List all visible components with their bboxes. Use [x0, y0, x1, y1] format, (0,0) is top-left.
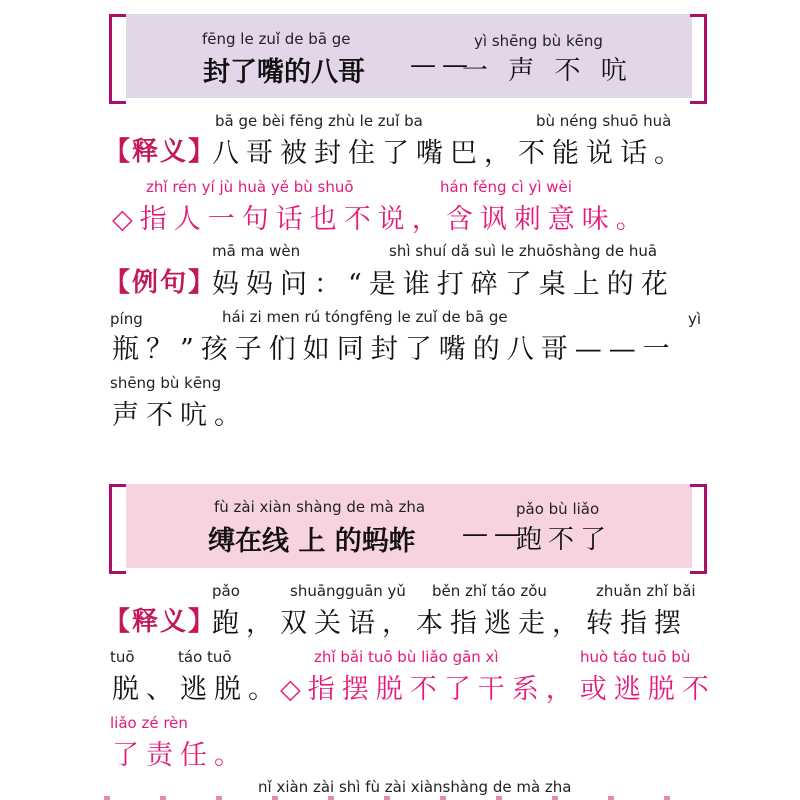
entry1-title-dash: ——: [410, 50, 474, 80]
entry1-example-pinyin5: yì: [688, 310, 702, 328]
entry2-meaning-pinyin6: táo tuō: [178, 648, 232, 666]
entry2-title-dash: ——: [462, 519, 526, 549]
entry1-example-pinyin2: shì shuí dǎ suì le zhuōshàng de huā: [389, 242, 658, 260]
entry2-bracket-right: [690, 484, 707, 574]
entry1-example-line3: 声不吭。: [112, 400, 248, 431]
entry1-example-pinyin1: mā ma wèn: [212, 242, 301, 260]
entry2-title-pinyin-b: pǎo bù liǎo: [516, 500, 600, 518]
entry2-meaning-pinyin5: tuō: [110, 648, 135, 666]
entry2-meaning-pinyin4: zhuǎn zhǐ bǎi: [596, 582, 696, 600]
entry1-note-text: ◇指人一句话也不说，含讽刺意味。: [112, 204, 650, 235]
entry1-meaning-text: 八哥被封住了嘴巴，不能说话。: [212, 138, 688, 169]
entry2-meaning-pinyin8: huò táo tuō bù: [580, 648, 691, 666]
entry2-meaning-pinyin7: zhǐ bǎi tuō bù liǎo gān xì: [314, 648, 499, 666]
entry1-example-pinyin4: hái zi men rú tóngfēng le zuǐ de bā ge: [222, 308, 508, 326]
entry2-bracket-left: [109, 484, 126, 574]
entry2-meaning-line2a: 脱、逃脱。: [112, 674, 282, 705]
entry1-example-pinyin6: shēng bù kēng: [110, 374, 222, 392]
entry2-meaning-pinyin3: běn zhǐ táo zǒu: [432, 582, 547, 600]
entry2-meaning-line3: 了责任。: [112, 740, 248, 771]
entry1-bracket-right: [690, 14, 707, 104]
entry1-title-main: 封了嘴的八哥: [203, 57, 365, 88]
entry1-bracket-left: [109, 14, 126, 104]
entry1-example-pinyin3: píng: [110, 310, 143, 328]
entry1-meaning-pinyin1: bā ge bèi fēng zhù le zuǐ ba: [215, 112, 423, 130]
entry1-example-tag: 【例句】: [104, 268, 217, 298]
entry1-meaning-tag: 【释义】: [104, 137, 217, 167]
entry2-meaning-pinyin2: shuāngguān yǔ: [290, 582, 406, 600]
entry1-title-pinyin-b: yì shēng bù kēng: [474, 32, 603, 50]
entry1-note-pinyin2: hán fěng cì yì wèi: [440, 178, 572, 196]
entry2-title-tail: 跑不了: [516, 525, 613, 555]
entry2-meaning-pinyin9: liǎo zé rèn: [110, 714, 188, 732]
entry1-title-pinyin-a: fēng le zuǐ de bā ge: [202, 30, 351, 48]
entry2-title-main: 缚在线 上 的蚂蚱: [208, 526, 416, 557]
entry2-meaning-line2b: ◇指摆脱不了干系，或逃脱不: [280, 674, 716, 705]
entry1-meaning-pinyin2: bù néng shuō huà: [536, 112, 672, 130]
entry1-note-pinyin1: zhǐ rén yí jù huà yě bù shuō: [146, 178, 354, 196]
entry3-pinyin-partial: nǐ xiàn zài shì fù zài xiànshàng de mà zha: [258, 778, 572, 796]
entry2-meaning-pinyin1: pǎo: [212, 582, 240, 600]
entry2-meaning-tag: 【释义】: [104, 607, 217, 637]
entry1-title-tail: 一 声 不 吭: [462, 56, 633, 86]
entry2-meaning-line1: 跑，双关语，本指逃走，转指摆: [212, 608, 688, 639]
entry2-title-pinyin-a: fù zài xiàn shàng de mà zha: [214, 498, 426, 516]
entry1-example-line2: 瓶？”孩子们如同封了嘴的八哥——一: [112, 334, 677, 365]
entry1-example-line1: 妈妈问：“是谁打碎了桌上的花: [212, 269, 675, 300]
entry3-cutoff-text: [104, 796, 704, 800]
